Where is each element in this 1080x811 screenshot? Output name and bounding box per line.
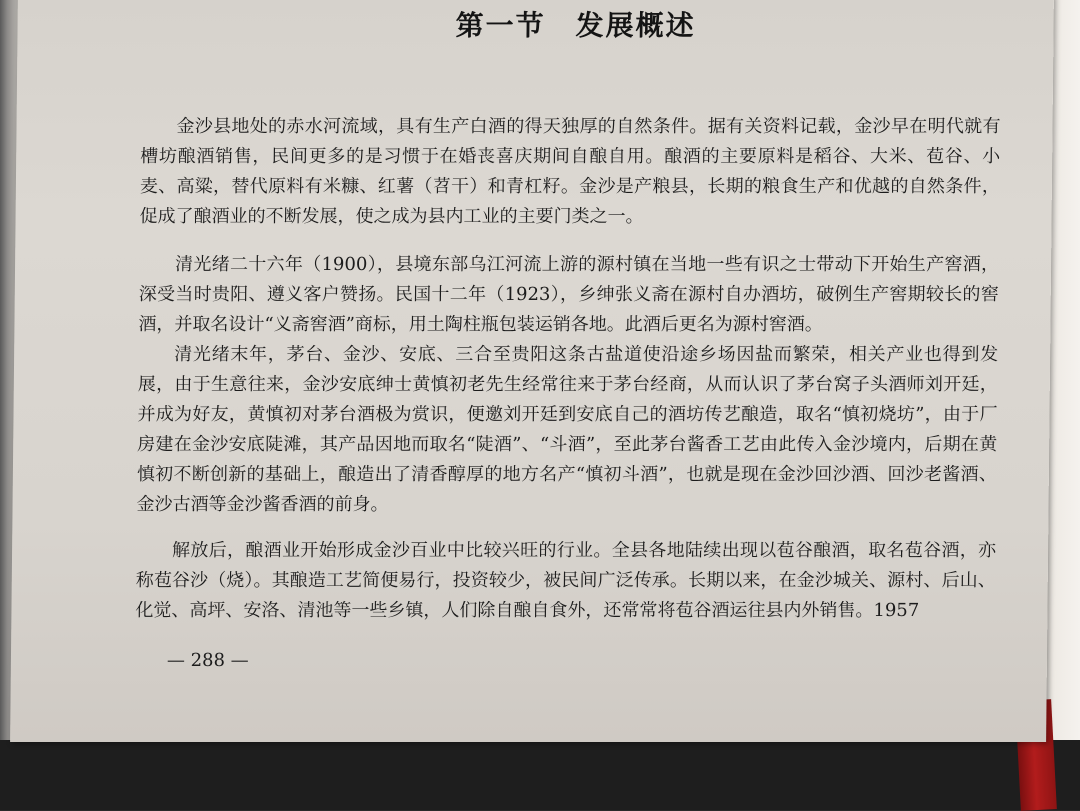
paragraph: 清光绪二十六年（1900），县境东部乌江河流上游的源村镇在当地一些有识之士带动下开始生产窖酒，深受当时贵阳、遵义客户赞扬。民国十二年（1923），乡绅张义斋在源村自办酒坊，破例生产窖期较长的窖酒，并取名设计“义斋窖酒”商标，用土陶柱瓶包装运销各地。此酒后更名为源村窖酒。 [138, 254, 1000, 335]
paragraph: 金沙县地处的赤水河流域，具有生产白酒的得天独厚的自然条件。据有关资料记载，金沙早在明代就有槽坊酿酒销售，民间更多的是习惯于在婚丧喜庆期间自酿自用。酿酒的主要原料是稻谷、大米、苞谷、小麦、高粱，替代原料有米糠、红薯（苕干）和青杠籽。金沙是产粮县，长期的粮食生产和优越的自然条件，促成了酿酒业的不断发展，使之成为县内工业的主要门类之一。 [139, 116, 1001, 227]
paragraph: 解放后，酿酒业开始形成金沙百业中比较兴旺的行业。全县各地陆续出现以苞谷酿酒，取名苞谷酒，亦称苞谷沙（烧）。其酿造工艺简便易行，投资较少，被民间广泛传承。长期以来，在金沙城关、源村、后山、化觉、高坪、安洛、清池等一些乡镇，人们除自酿自食外，还常常将苞谷酒运往县内外销售。1957 [135, 540, 997, 621]
paragraph: 清光绪末年，茅台、金沙、安底、三合至贵阳这条古盐道使沿途乡场因盐而繁荣，相关产业也得到发展，由于生意往来，金沙安底绅士黄慎初老先生经常往来于茅台经商，从而认识了茅台窝子头酒师刘开廷，并成为好友，黄慎初对茅台酒极为赏识，便邀刘开廷到安底自己的酒坊传艺酿造，取名“慎初烧坊”，由于厂房建在金沙安底陡滩，其产品因地而取名“陡酒”、“斗酒”，至此茅台酱香工艺由此传入金沙境内，后期在黄慎初不断创新的基础上，酿造出了清香醇厚的地方名产“慎初斗酒”，也就是现在金沙回沙酒、回沙老酱酒、金沙古酒等金沙酱香酒的前身。 [136, 344, 999, 515]
book-page [10, 0, 1054, 742]
section-title: 第一节 发展概述 [455, 9, 696, 42]
table-surface [0, 740, 1080, 810]
page-number: — 288 — [166, 650, 249, 671]
